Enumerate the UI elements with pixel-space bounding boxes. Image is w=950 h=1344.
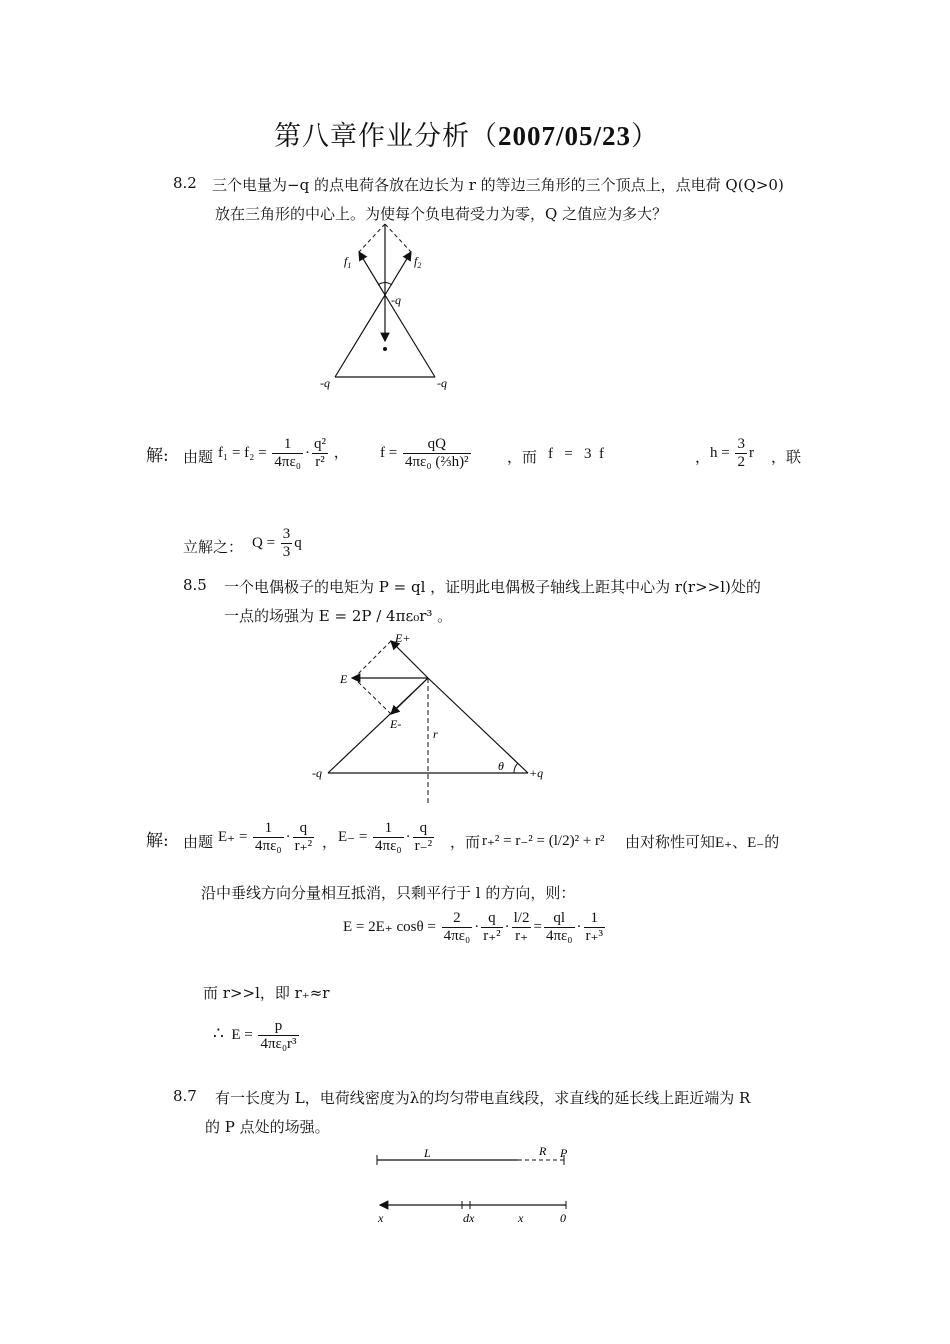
solution-8-5-line3: 沿中垂线方向分量相互抵消，只剩平行于 l 的方向，则： [201, 884, 576, 902]
eq-f1-f2: f₁ = f₂ = $\frac{1}{\text{4πε₀}}$ · $\frac{\text{q²}}{\text{r²}}$ ， [218, 436, 349, 471]
line-charge-diagram [360, 1140, 590, 1230]
parallelogram-right-dash [385, 224, 411, 252]
solution-8-5-intro: 由题 [183, 833, 214, 851]
problem-8-2-line2: 放在三角形的中心上。为使每个负电荷受力为零，Q 之值应为多大？ [215, 205, 668, 223]
theta-arc [514, 763, 518, 773]
force-f1-arrow [359, 252, 385, 295]
triangle-force-diagram [300, 215, 480, 395]
problem-8-2-line1: 三个电量为−q 的点电荷各放在边长为 r 的等边三角形的三个顶点上，点电荷 Q(Q>0) [212, 176, 784, 194]
label-x: x [518, 1211, 524, 1225]
problem-8-5-line1: 一个电偶极子的电矩为 P = ql ，证明此电偶极子轴线上距其中心为 r(r>>l)处的 [224, 578, 761, 596]
eq-E-minus: E₋ = $\frac{1}{\text{4πε₀}}$ · $\frac{q}{\text{r₋²}}$ [338, 820, 433, 855]
eq-E-main: E = 2E₊ cosθ = $\frac{2}{\text{4πε₀}}$ · $\frac{q}{\text{r₊²}}$ · $\frac{l/2}{r_+}$ = $\frac{ql}{\text{4πε₀}}$ · $\frac{1}{\text{r₊³}}$ [343, 910, 603, 945]
E-minus-arrow [391, 678, 428, 714]
label-left-charge: -q [320, 376, 330, 390]
triangle-right-side [385, 295, 435, 377]
label-R: R [539, 1144, 547, 1158]
eq-f-mid: f = 3 f [548, 446, 616, 462]
eq-Q-result: Q = $\frac{3}{3}$ q [252, 526, 302, 561]
label-E-plus: E+ [395, 631, 411, 645]
label-P: P [560, 1146, 568, 1160]
solution-label-8-2: 解: [146, 446, 169, 466]
eq-h: h = $\frac{3}{2}$ r [710, 436, 754, 471]
problem-8-7-number: 8.7 [173, 1087, 197, 1105]
problem-8-7-line1: 有一长度为 L，电荷线密度为λ的均匀带电直线段，求直线的延长线上距近端为 R [215, 1089, 751, 1107]
parallelogram-upper-dash [354, 641, 391, 678]
label-E-minus: E- [390, 717, 402, 731]
line-from-plus-q [428, 678, 528, 773]
eq-r-squared: r₊² = r₋² = (l/2)² + r² [482, 833, 605, 849]
problem-8-7-line2: 的 P 点处的场强。 [205, 1118, 330, 1136]
label-right-charge: -q [437, 376, 447, 390]
label-origin: 0 [560, 1211, 566, 1225]
solution-8-2-conn4: ，联 [771, 448, 802, 466]
label-L: L [424, 1146, 431, 1160]
solution-8-5-sep1: ， [322, 833, 338, 851]
label-plus-q: +q [529, 766, 544, 780]
eq-f: f = $\frac{qQ}{\text{4πε₀ (⅔h)²}}$ [380, 436, 469, 471]
label-f1: $f_1$ [344, 254, 352, 270]
center-charge-dot [383, 347, 387, 351]
dipole-field-diagram [300, 628, 560, 808]
solution-8-2-conn3: ， [695, 448, 711, 466]
problem-8-5-line2: 一点的场强为 E = 2P / 4πε₀r³ 。 [224, 607, 453, 625]
label-E: E [340, 672, 348, 686]
force-f2-arrow [385, 252, 411, 295]
solution-8-5-symmetry: 由对称性可知E₊、E₋的 [625, 833, 780, 851]
label-top-charge: -q [391, 293, 401, 307]
eq-E-final: ∴ E = $\frac{p}{\text{4πε₀r³}}$ [213, 1018, 297, 1053]
label-f2: $f_2$ [414, 254, 422, 270]
parallelogram-left-dash [359, 224, 385, 252]
parallelogram-lower-dash [354, 678, 391, 714]
solution-8-2-final-intro: 立解之： [183, 538, 244, 556]
problem-8-2-number: 8.2 [173, 174, 197, 192]
label-dx: dx [463, 1211, 475, 1225]
label-x-axis: x [378, 1211, 384, 1225]
eq-E-plus: E₊ = $\frac{1}{\text{4πε₀}}$ · $\frac{q}{\text{r₊²}}$ [218, 820, 313, 855]
triangle-left-side [335, 295, 385, 377]
label-r: r [433, 727, 438, 741]
solution-8-5-line4: 而 r>>l，即 r₊≈r [203, 984, 330, 1002]
solution-label-8-5: 解: [146, 831, 169, 851]
label-minus-q: -q [312, 766, 322, 780]
page-title: 第八章作业分析（2007/05/23） [274, 121, 660, 152]
solution-8-2-intro: 由题 [183, 448, 214, 466]
label-theta: θ [498, 759, 504, 773]
solution-8-2-conn2: ，而 [507, 448, 538, 466]
problem-8-5-number: 8.5 [183, 576, 207, 594]
E-plus-arrow [391, 641, 428, 678]
solution-8-5-sep2: ，而 [450, 833, 481, 851]
